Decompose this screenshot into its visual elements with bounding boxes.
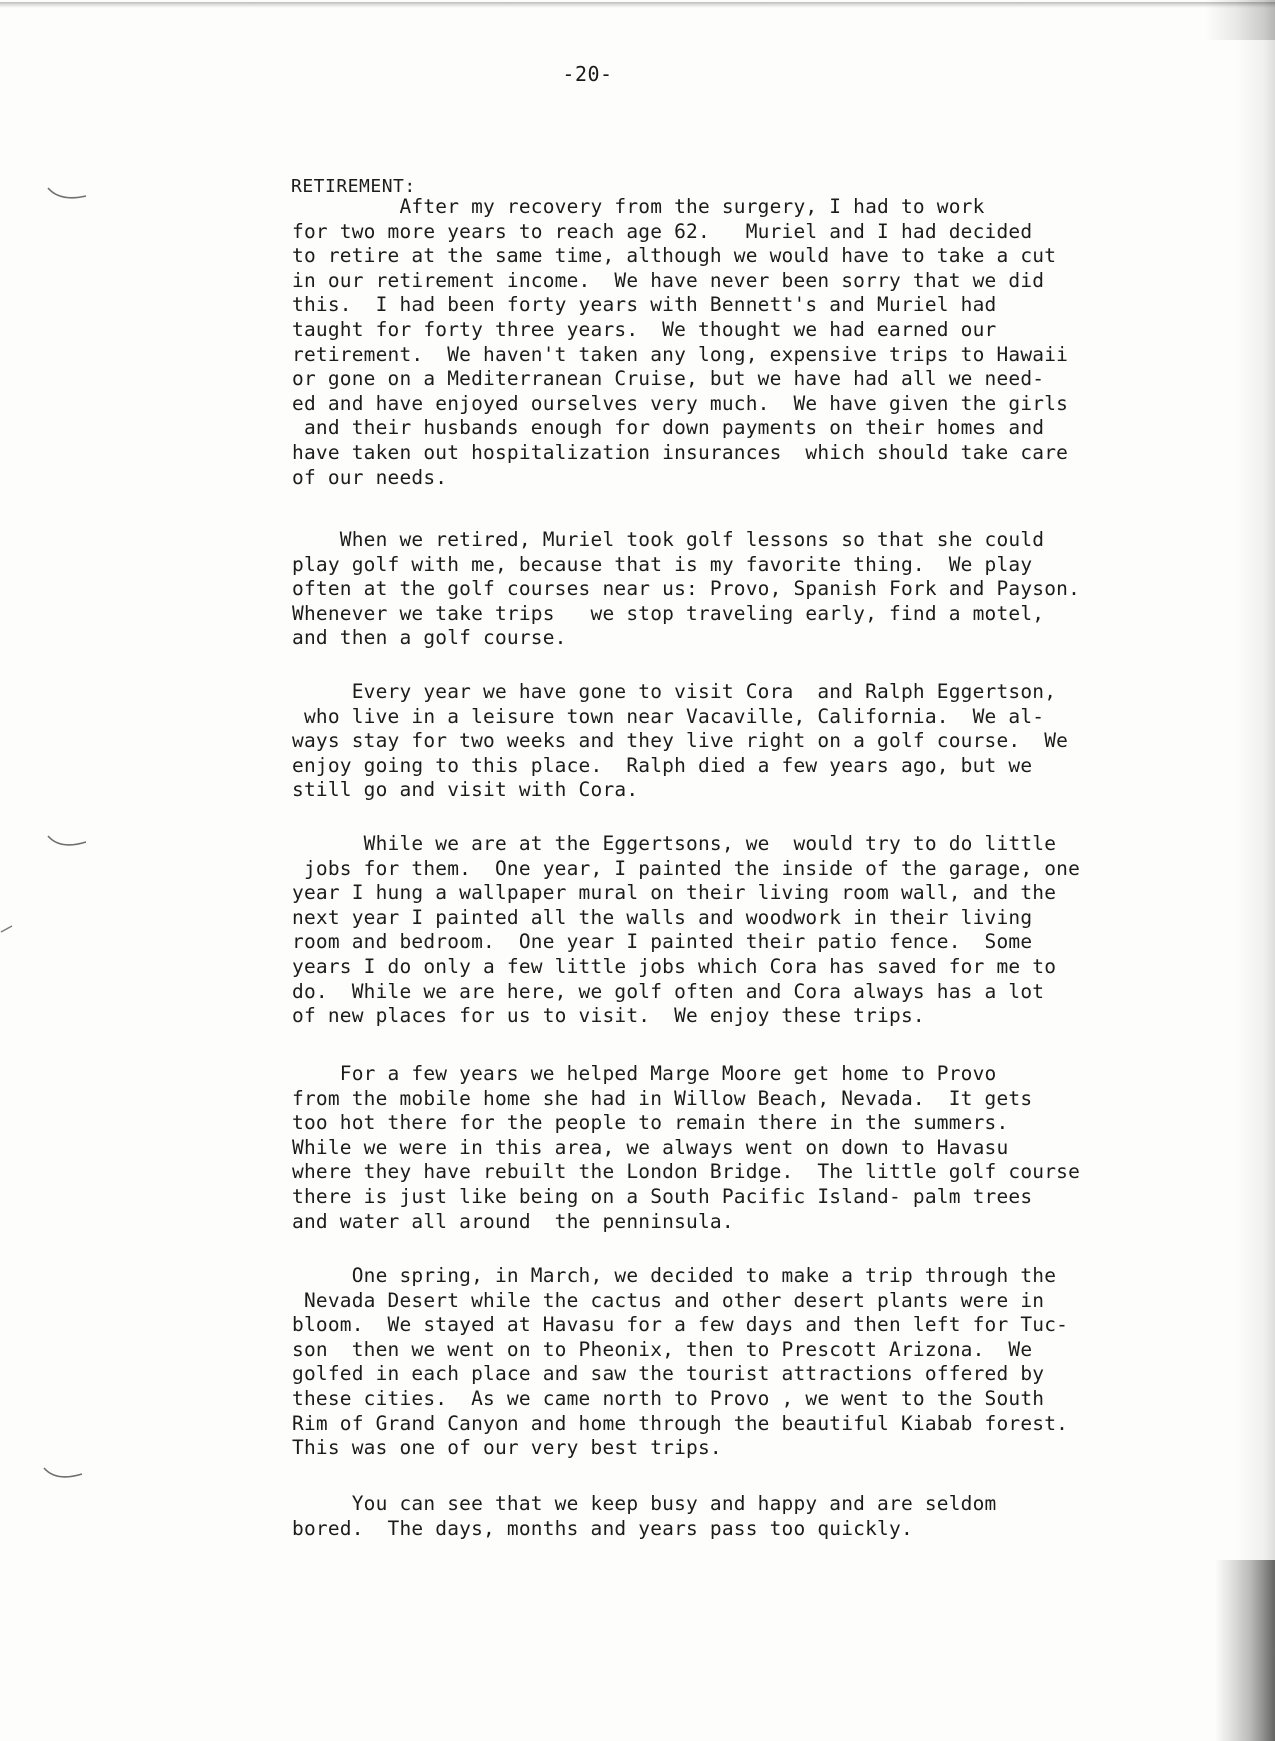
text-line: bored. The days, months and years pass too quickly. xyxy=(292,1516,913,1540)
paragraph-eggertson-jobs xyxy=(292,832,1172,1029)
text-line: too hot there for the people to remain there in the summers. xyxy=(292,1111,1009,1135)
page-right-top-shadow xyxy=(1205,0,1275,40)
text-line: Every year we have gone to visit Cora and Ralph Eggertson, xyxy=(292,680,1057,703)
text-line: taught for forty three years. We thought we had earned our xyxy=(292,317,997,341)
text-line: this. I had been forty years with Bennett's and Muriel had xyxy=(292,293,997,317)
text-line: Nevada Desert while the cactus and other desert plants were in xyxy=(292,1288,1045,1312)
text-line: son then we went on to Pheonix, then to Prescott Arizona. We xyxy=(292,1337,1033,1361)
margin-tick-mark xyxy=(0,922,14,940)
text-line: and their husbands enough for down payments on their homes and xyxy=(292,416,1045,440)
text-line: ways stay for two weeks and they live right on a golf course. We xyxy=(292,729,1069,753)
paragraph-havasu xyxy=(292,1062,1172,1234)
text-line: in our retirement income. We have never been sorry that we did xyxy=(292,268,1045,292)
binder-hole-mark xyxy=(46,186,90,204)
paragraph-desert-trip xyxy=(292,1264,1172,1461)
text-line: from the mobile home she had in Willow Beach, Nevada. It gets xyxy=(292,1086,1033,1110)
text-line: do. While we are here, we golf often and Cora always has a lot xyxy=(292,979,1045,1003)
paragraph-retirement-intro xyxy=(292,195,1172,490)
binder-hole-mark xyxy=(42,1466,86,1484)
text-line: enjoy going to this place. Ralph died a few years ago, but we xyxy=(292,753,1033,777)
text-line: next year I painted all the walls and woodwork in their living xyxy=(292,905,1033,929)
text-line: ed and have enjoyed ourselves very much. We have given the girls xyxy=(292,391,1069,415)
paragraph-closing xyxy=(292,1492,1172,1541)
text-line: where they have rebuilt the London Bridge. The little golf course xyxy=(292,1160,1081,1184)
text-line: year I hung a wallpaper mural on their living room wall, and the xyxy=(292,881,1057,905)
page-right-shadow xyxy=(1235,0,1275,1741)
text-line: of new places for us to visit. We enjoy these trips. xyxy=(292,1004,925,1028)
page-right-bottom-shadow xyxy=(1215,1560,1275,1741)
text-line: have taken out hospitalization insurances which should take care xyxy=(292,440,1069,464)
text-line: For a few years we helped Marge Moore get home to Provo xyxy=(292,1062,997,1085)
section-heading: RETIREMENT: xyxy=(291,176,416,197)
text-line: to retire at the same time, although we would have to take a cut xyxy=(292,244,1057,268)
paragraph-golf xyxy=(292,528,1172,651)
text-line: still go and visit with Cora. xyxy=(292,778,639,802)
text-line: After my recovery from the surgery, I had to work xyxy=(292,195,985,218)
text-line: While we are at the Eggertsons, we would try to do little xyxy=(292,832,1057,855)
text-line: play golf with me, because that is my favorite thing. We play xyxy=(292,552,1033,576)
text-line: and water all around the penninsula. xyxy=(292,1209,734,1233)
text-line: One spring, in March, we decided to make a trip through the xyxy=(292,1264,1057,1287)
binder-hole-mark xyxy=(46,834,90,852)
page-number: -20- xyxy=(562,62,613,86)
text-line: who live in a leisure town near Vacaville, California. We al- xyxy=(292,704,1045,728)
text-line: Whenever we take trips we stop traveling early, find a motel, xyxy=(292,601,1045,625)
text-line: years I do only a few little jobs which Cora has saved for me to xyxy=(292,954,1057,978)
page-top-edge xyxy=(0,2,1275,8)
text-line: Rim of Grand Canyon and home through the beautiful Kiabab forest. xyxy=(292,1411,1069,1435)
text-line: When we retired, Muriel took golf lessons so that she could xyxy=(292,528,1045,551)
text-line: golfed in each place and saw the tourist attractions offered by xyxy=(292,1362,1045,1386)
text-line: there is just like being on a South Pacific Island- palm trees xyxy=(292,1184,1033,1208)
text-line: You can see that we keep busy and happy and are seldom xyxy=(292,1492,997,1515)
text-line: bloom. We stayed at Havasu for a few days and then left for Tuc- xyxy=(292,1313,1069,1337)
text-line: of our needs. xyxy=(292,465,448,489)
text-line: and then a golf course. xyxy=(292,626,567,650)
text-line: for two more years to reach age 62. Muriel and I had decided xyxy=(292,219,1033,243)
text-line: jobs for them. One year, I painted the inside of the garage, one xyxy=(292,856,1081,880)
paragraph-eggertson-visits xyxy=(292,680,1172,803)
text-line: these cities. As we came north to Provo , we went to the South xyxy=(292,1386,1045,1410)
text-line: While we were in this area, we always went on down to Havasu xyxy=(292,1135,1009,1159)
text-line: retirement. We haven't taken any long, expensive trips to Hawaii xyxy=(292,342,1069,366)
text-line: often at the golf courses near us: Provo, Spanish Fork and Payson. xyxy=(292,577,1081,601)
text-line: This was one of our very best trips. xyxy=(292,1436,722,1460)
text-line: room and bedroom. One year I painted their patio fence. Some xyxy=(292,930,1033,954)
text-line: or gone on a Mediterranean Cruise, but we have had all we need- xyxy=(292,367,1045,391)
